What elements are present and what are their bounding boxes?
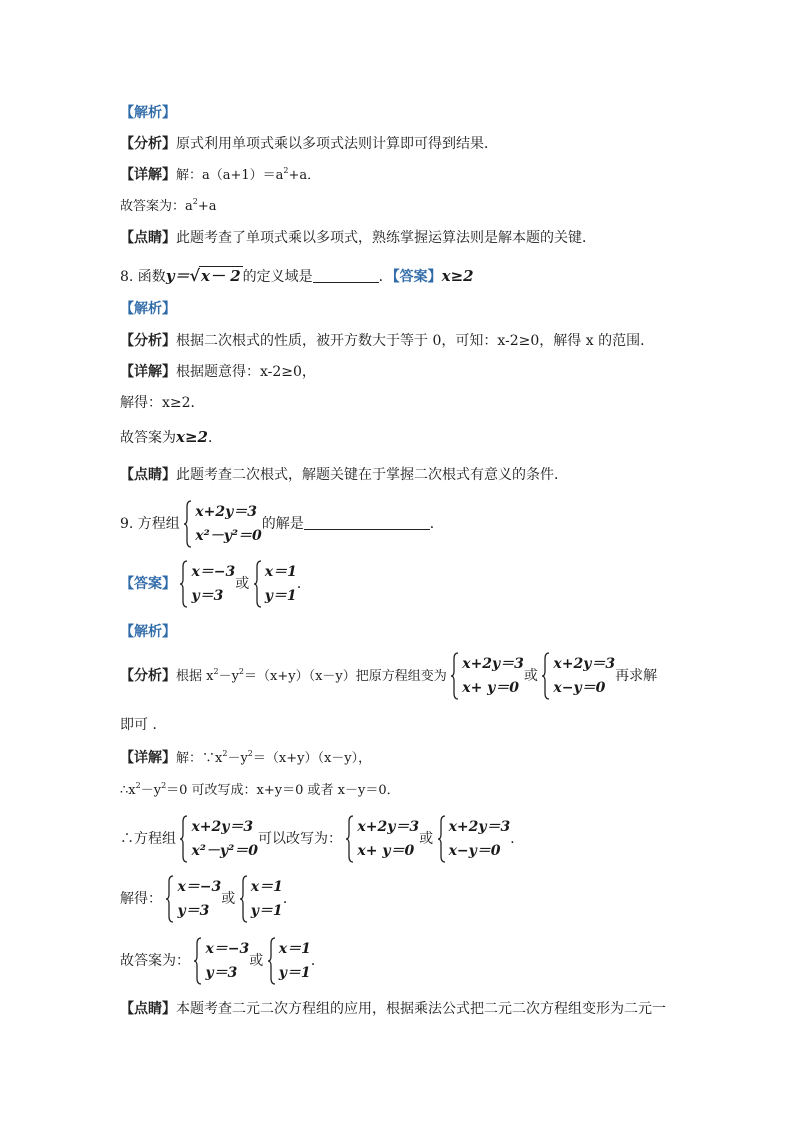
jiexi-heading-9: 【解析】 — [120, 624, 176, 640]
solution-system-1: x＝−3 y＝3 — [166, 875, 221, 923]
dianjing-line-7: 【点睛】此题考查了单项式乘以多项式，熟练掌握运算法则是解本题的关键． — [120, 230, 596, 246]
radicand: x－ 2 — [201, 267, 241, 285]
xiangjie-line-9c: ∴方程组 x+2y＝3 x²－y²＝0 可以改写为： x+2y＝3 x+ y＝0 或 x+2y＝3 x−y＝0 ． — [120, 815, 524, 863]
xiangjie-line-8: 【详解】根据题意得：x-2≥0， — [120, 364, 316, 380]
xiangjie-line-9: 【详解】解：$\because x^2-y^2=(x+y)(x-y)$， — [120, 749, 372, 766]
answer-line-8: 故答案为x≥2． — [120, 428, 222, 446]
question-9: 9. 方程组 x+2y＝3 x²－y²＝0 的解是 ． — [120, 500, 444, 548]
rewrite-system-b: x+2y＝3 x−y＝0 — [438, 815, 511, 863]
answer-line-7: 故答案为：$a^2+a$ — [120, 197, 217, 214]
jiede-line-9: 解得： x＝−3 y＝3 或 x＝1 y＝1 ． — [120, 875, 297, 923]
fenxi-line-7: 【分析】原式利用单项式乘以多项式法则计算即可得到结果． — [120, 136, 498, 152]
question-8: 8. 函数y＝√x－ 2 的定义域是 ．【答案】x≥2 — [120, 266, 474, 285]
fenxi-line-9: 【分析】根据 $x^2-y^2=(x+y)(x-y)$把原方程组变为 x+2y＝3 x+ y＝0 或 x+2y＝3 x−y＝0 再求解 — [120, 652, 657, 700]
jiede-line-8: 解得：x≥2． — [120, 395, 205, 411]
jiexi-heading-7: 【解析】 — [120, 105, 176, 121]
fenxi-line-8: 【分析】根据二次根式的性质，被开方数大于等于 0，可知：x-2≥0，解得 x 的范围． — [120, 333, 655, 349]
fenxi-system-b: x+2y＝3 x−y＝0 — [542, 652, 615, 700]
xiangjie-line-9b: $\therefore x^2-y^2=0$ 可改写成：x+y＝0 或者 x－y＝0． — [120, 781, 400, 798]
answer-system-2: x＝1 y＝1 — [254, 560, 297, 608]
rewrite-system-q: x+2y＝3 x²－y²＝0 — [180, 815, 258, 863]
fenxi-line-9b: 即可 ． — [120, 717, 167, 733]
gu-answer-line-9: 故答案为： x＝−3 y＝3 或 x＝1 y＝1 ． — [120, 937, 325, 985]
equation-system-q9: x+2y＝3 x²－y²＝0 — [184, 500, 262, 548]
final-system-2: x＝1 y＝1 — [268, 937, 311, 985]
answer-system-1: x＝−3 y＝3 — [180, 560, 235, 608]
answer-blank-9 — [304, 515, 430, 530]
jiexi-heading-8: 【解析】 — [120, 301, 176, 317]
xiangjie-line-7: 【详解】解：$a(a+1)=a^2+a$． — [120, 166, 321, 183]
answer-line-9: 【答案】 x＝−3 y＝3 或 x＝1 y＝1 ． — [120, 560, 311, 608]
rewrite-system-a: x+2y＝3 x+ y＝0 — [346, 815, 419, 863]
answer-blank-8 — [313, 268, 379, 283]
final-system-1: x＝−3 y＝3 — [194, 937, 249, 985]
dianjing-line-9: 【点睛】本题考查二元二次方程组的应用，根据乘法公式把二元二次方程组变形为二元一 — [120, 1001, 666, 1017]
dianjing-line-8: 【点睛】此题考查二次根式，解题关键在于掌握二次根式有意义的条件． — [120, 467, 568, 483]
fenxi-system-a: x+2y＝3 x+ y＝0 — [451, 652, 524, 700]
solution-system-2: x＝1 y＝1 — [240, 875, 283, 923]
